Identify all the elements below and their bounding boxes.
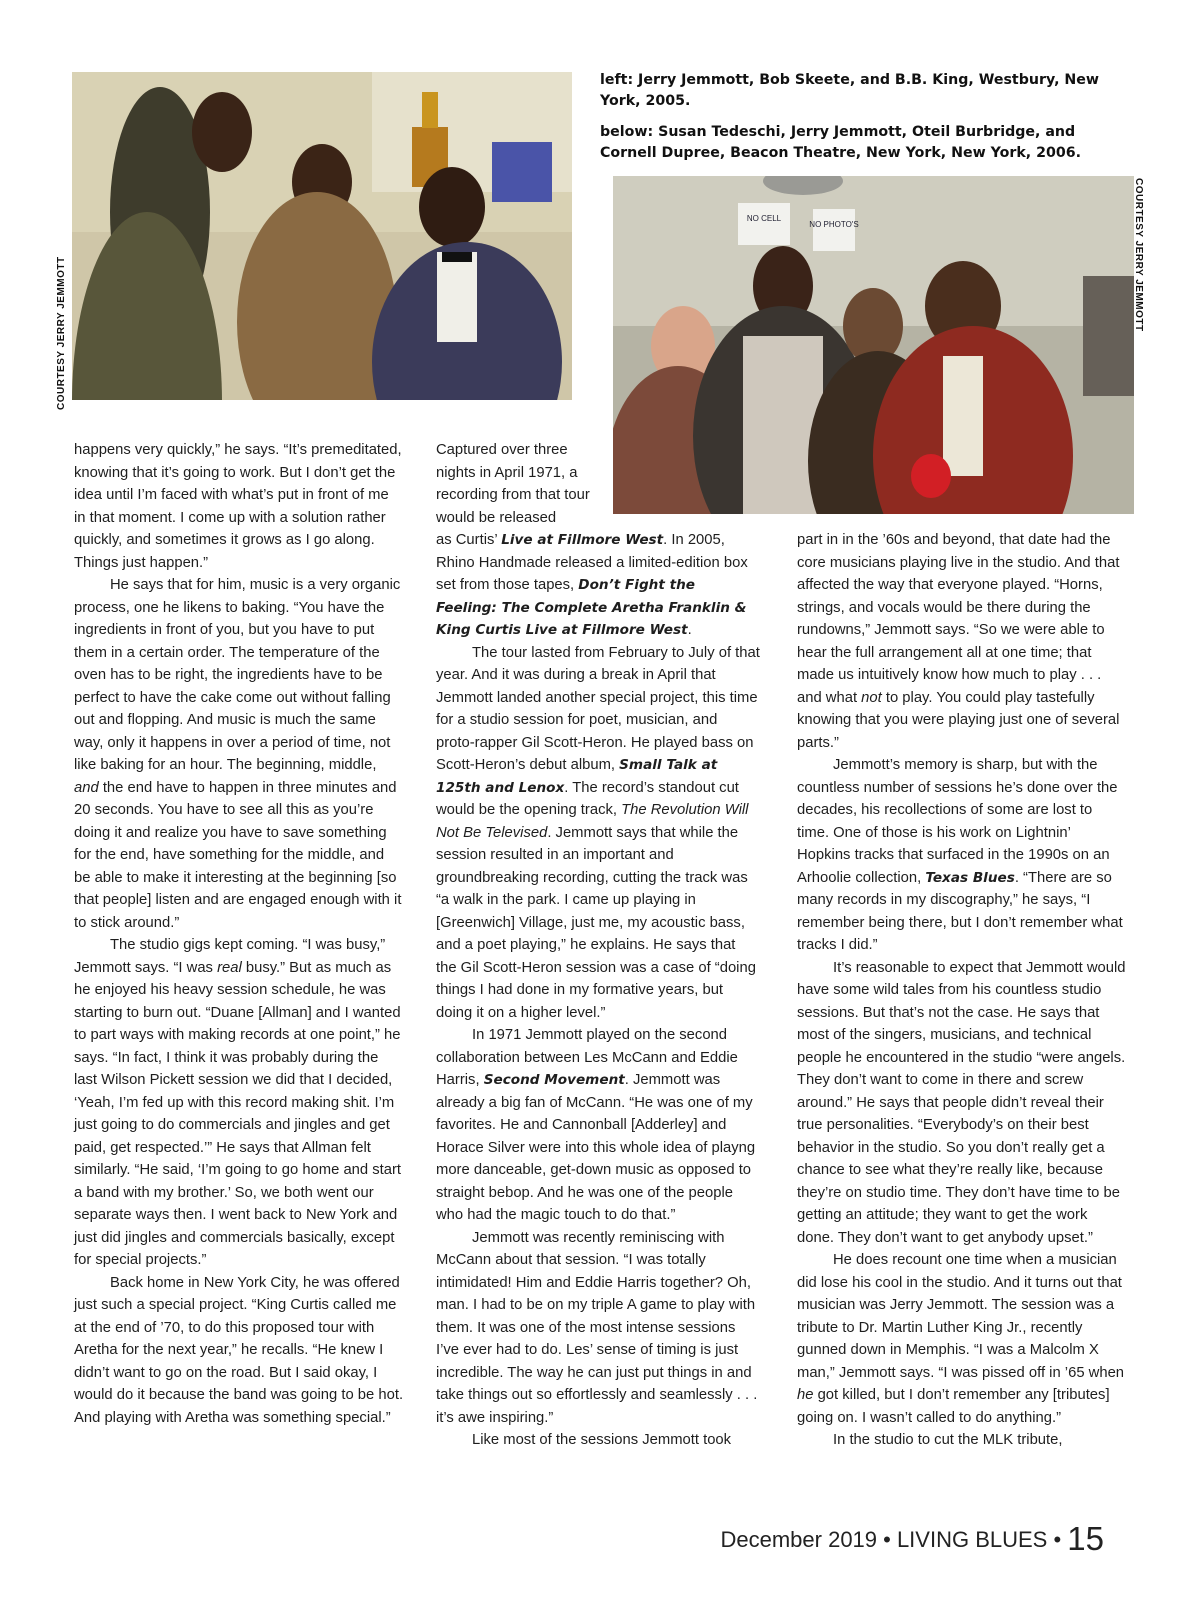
footer-issue-text: December 2019 • LIVING BLUES • (720, 1527, 1062, 1552)
col1-paragraph-3 (74, 934, 404, 1272)
photo-captions (600, 70, 1110, 174)
col3-p1-text-a: part in in the ’60s and beyond, that date had the core musicians playing live in the studio. And that affected the way that everyone played. “Horns, strings, and vocals would be there during the rundowns,” Jemmott says. “So we were able to hear the full arrangement all at one time; that made us intuitively know how much to play . . . and what (797, 532, 1120, 706)
page-number: 15 (1067, 1520, 1104, 1557)
sign-no-cell: NO CELL (746, 214, 782, 223)
caption-left: left: Jerry Jemmott, Bob Skeete, and B.B. King, Westbury, New York, 2005. (600, 72, 1100, 109)
article-column-1 (74, 439, 404, 1429)
album-title-texas-blues: Texas Blues (925, 869, 1015, 886)
page-footer (720, 1520, 1104, 1558)
article-column-3 (797, 529, 1127, 1452)
col1-p3-text-b: busy.” But as much as he enjoyed his heavy session schedule, he was starting to burn out. “Duane [Allman] and I wanted to part ways with making records at one point,” he says. “In fact, I think it was probably during the last Wilson Pickett session we did that I decided, ‘Yeah, I’m fed up with this record making shit. I’m just going to do commercials and jingles and get paid, get respected.’” He says that Allman felt similarly. “He said, ‘I’m going to go home and start a band with my brother.’ So, we both went our separate ways then. I went back to New York and just did jingles and commercials basically, except for special projects.” (74, 959, 402, 1268)
col3-paragraph-4 (797, 1249, 1127, 1429)
col2-p2-text-c: . Jemmott says that while the session resulted in an important and groundbreaking recording, cutting the track was “a walk in the park. I came up playing in [Greenwich] Village, just me, my acoustic bass, and a poet playing,” he explains. He says that the Gil Scott-Heron session was a case of “doing things I had done in my formative years, but doing it on a higher level.” (436, 824, 756, 1021)
col3-p4-text-a: He does recount one time when a musician did lose his cool in the studio. And it turns out that musician was Jerry Jemmott. The session was a tribute to Dr. Martin Luther King Jr., recently gunned down in Memphis. “I was a Malcolm X man,” Jemmott says. “I was pissed off in ’65 when (797, 1252, 1125, 1381)
col2-p1-text-c: . (687, 622, 692, 638)
col3-p4-text-b: got killed, but I don’t remember any [tributes] going on. I wasn’t called to do anything.” (797, 1387, 1110, 1426)
col3-p1-text-b: to play. You could play tastefully knowing that you were playing just one of several parts.” (797, 689, 1120, 751)
photo-credit-right: COURTESY JERRY JEMMOTT (1133, 178, 1144, 332)
col3-paragraph-5: In the studio to cut the MLK tribute, (833, 1432, 1063, 1448)
col1-paragraph-2 (74, 574, 404, 934)
col2-p1-text-b: . In 2005, Rhino Handmade released a limited-edition box set from those tapes, (436, 532, 748, 593)
col1-paragraph-1: happens very quickly,” he says. “It’s premeditated, knowing that it’s going to work. But I don’t get the idea until I’m faced with what’s put in front of me in that moment. I come up with a solution rather quickly, and sometimes it grows as I go along. Things just happen.” (74, 442, 402, 571)
album-title-second-movement: Second Movement (483, 1072, 625, 1088)
album-title-live-at-fillmore-west: Live at Fillmore West (501, 532, 664, 548)
col1-p3-text-a: The studio gigs kept coming. “I was busy,” Jemmott says. “I was (74, 937, 386, 976)
sign-no-photos: NO PHOTO'S (809, 220, 859, 229)
col2-paragraph-2 (436, 642, 760, 1025)
col2-paragraph-1 (436, 439, 760, 642)
col2-p3-text-b: . Jemmott was already a big fan of McCann. “He was one of my favorites. He and Cannonball [Adderley] and Horace Silver were into this whole idea of playng more danceable, get-down music as opposed to straight bebop. And he was one of the people who had the magic touch to do that.” (436, 1072, 756, 1223)
col2-paragraph-3 (436, 1024, 760, 1227)
col3-paragraph-1 (797, 529, 1127, 754)
song-title-revolution: The Revolution Will Not Be Televised (436, 802, 749, 841)
col2-paragraph-5: Like most of the sessions Jemmott took (472, 1432, 732, 1448)
col3-p4-emphasis: he (797, 1387, 814, 1403)
caption-below: below: Susan Tedeschi, Jerry Jemmott, Oteil Burbridge, and Cornell Dupree, Beacon Theatre, New York, New York, 2006. (600, 124, 1081, 161)
col2-p1-narrow-text: Captured over three nights in April 1971, a recording from that tour would be released (436, 442, 590, 526)
photo-jemmott-skeete-king (72, 72, 572, 400)
article-column-2 (436, 439, 760, 1452)
col3-paragraph-3: It’s reasonable to expect that Jemmott would have some wild tales from his countless studio sessions. But that’s not the case. He says that most of the singers, musicians, and technical people he encountered in the studio “were angels. They don’t want to come in there and screw around.” He says that people didn’t reveal their true personalities. “Everybody’s on their best behavior in the studio. So you don’t really get a chance to see what they’re really like, because they’re on studio time. They don’t have time to be getting an attitude; they want to get the work done. They don’t want to get anybody upset.” (797, 959, 1126, 1246)
col2-p2-text-b: . The record’s standout cut would be the opening track, (436, 779, 739, 818)
col1-p3-emphasis: real (217, 959, 242, 976)
col2-p1-text-a: as Curtis’ (436, 532, 502, 548)
col2-p2-text-a: The tour lasted from February to July of that year. And it was during a break in April that Jemmott landed another special project, this time for a studio session for poet, musician, and proto-rapper Gil Scott-Heron. He played bass on Scott-Heron’s debut album, (436, 644, 760, 773)
album-title-small-talk: Small Talk at 125th and Lenox (436, 757, 718, 796)
col1-p2-emphasis: and (74, 779, 99, 796)
col3-paragraph-2 (797, 754, 1127, 957)
col3-p2-text-b: . “There are so many records in my discography,” he says, “I remember being there, but I don’t remember what tracks I did.” (797, 869, 1123, 953)
col2-p3-text-a: In 1971 Jemmott played on the second collaboration between Les McCann and Eddie Harris, (436, 1027, 738, 1088)
photo-credit-left: COURTESY JERRY JEMMOTT (56, 256, 67, 410)
col1-p2-text-a: He says that for him, music is a very organic process, one he likens to baking. “You have the ingredients in front of you, but you have to put them in a certain order. The temperature of the oven has to be right, the ingredients have to be perfect to have the cake come out without falling out and flopping. And music is much the same way, only it happens in over a period of time, not like baking for an hour. The beginning, middle, (74, 577, 401, 773)
col1-paragraph-4: Back home in New York City, he was offered just such a special project. “King Curtis called me at the end of ’70, to do this proposed tour with Aretha for the next year,” he recalls. “He knew I didn’t want to go on the road. But I said okay, I would do it because the band was going to be hot. And playing with Aretha was something special.” (74, 1274, 404, 1426)
col3-p2-text-a: Jemmott’s memory is sharp, but with the countless number of sessions he’s done over the decades, his recollections of some are lost to time. One of those is his work on Lightnin’ Hopkins tracks that surfaced in the 1990s on an Arhoolie collection, (797, 757, 1118, 886)
col2-paragraph-4: Jemmott was recently reminiscing with McCann about that session. “I was totally intimidated! Him and Eddie Harris together? Oh, man. I had to be on my triple A game to play with them. It was one of the most intense sessions I’ve ever had to do. Les’ sense of timing is just incredible. The way he can just put things in and take things out so effortlessly and seamlessly . . . it’s awe inspiring.” (436, 1229, 758, 1426)
col3-p1-emphasis: not (861, 689, 882, 706)
col1-p2-text-b: the end have to happen in three minutes and 20 seconds. You have to see all this as you’re doing it and realize you have to save something for the end, have something for the middle, and be able to make it interesting at the beginning [so that people] listen and are engaged enough with it to stick around.” (74, 779, 402, 931)
album-title-dont-fight-the-feeling: Don’t Fight the Feeling: The Complete Aretha Franklin & King Curtis Live at Fillmore West (436, 577, 747, 638)
photo-left-illustration (72, 72, 572, 400)
